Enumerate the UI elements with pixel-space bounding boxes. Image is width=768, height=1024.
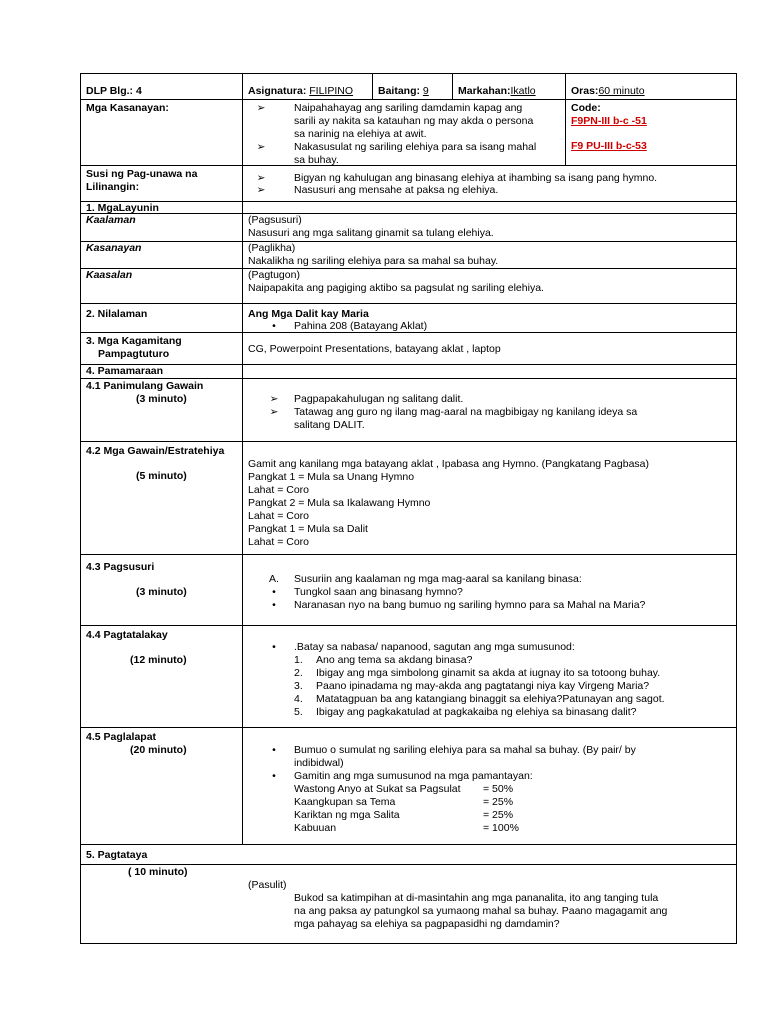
s5-label: 5. Pagtataya xyxy=(86,849,148,861)
subject: Asignatura: FILIPINO xyxy=(248,85,354,97)
s42-label: 4.2 Mga Gawain/Estratehiya xyxy=(86,445,225,457)
content-label: 2. Nilalaman xyxy=(86,308,148,320)
objectives-label: 1. MgaLayunin xyxy=(86,202,159,214)
s42-text: Gamit ang kanilang mga batayang aklat , Ipabasa ang Hymno. (Pangkatang Pagbasa) Pangkat 1 = Mula sa Unang Hymno Lahat = Coro Pangkat 2 = Mula sa Ikalawang Hymno Lahat = Coro Pangkat 1 = Mula sa Dalit Lahat = Coro xyxy=(248,458,650,548)
attitude-label: Kaasalan xyxy=(86,269,133,281)
skills-label: Mga Kasanayan: xyxy=(86,102,169,114)
s5-text: Bukod sa katimpihan at di-masintahin ang mga pananalita, ito ang tanging tula na ang paksa ay patungkol sa yumaong mahal sa buhay. Paano magagamit ang mga pahayag sa elehiya sa pagpapasidhi ng damdamin? xyxy=(294,892,668,930)
s43-time: (3 minuto) xyxy=(136,586,187,598)
s5-time: ( 10 minuto) xyxy=(128,866,188,878)
s43-label: 4.3 Pagsusuri xyxy=(86,561,155,573)
skill-label: Kasanayan xyxy=(86,242,142,254)
grade: Baitang: 9 xyxy=(378,85,429,97)
content-title: Ang Mga Dalit kay Maria xyxy=(248,308,369,320)
procedure-label: 4. Pamamaraan xyxy=(86,365,164,377)
arrow-bullet-icon: ➢ xyxy=(269,393,279,405)
arrow-bullet-icon: ➢ xyxy=(256,184,266,196)
arrow-bullet-icon: ➢ xyxy=(256,102,266,114)
bullet-icon: • xyxy=(272,641,276,653)
skill-text: (Paglikha) Nakalikha ng sariling elehiya para sa mahal sa buhay. xyxy=(248,242,499,267)
s44-time: (12 minuto) xyxy=(130,654,187,666)
arrow-bullet-icon: ➢ xyxy=(269,406,279,418)
s41-label: 4.1 Panimulang Gawain xyxy=(86,380,204,392)
code-label: Code: xyxy=(571,102,601,114)
s41-time: (3 minuto) xyxy=(136,393,187,405)
s45-label: 4.5 Paglalapat xyxy=(86,731,157,743)
bullet-icon: • xyxy=(272,744,276,756)
bullet-icon: • xyxy=(272,770,276,782)
s5-type: (Pasulit) xyxy=(248,879,287,891)
time: Oras:60 minuto xyxy=(571,85,645,97)
key-label: Susi ng Pag-unawa na Lilinangin: xyxy=(86,168,198,193)
materials-label: 3. Mga Kagamitang Pampagtuturo xyxy=(86,335,182,360)
dlp-number: DLP Blg.: 4 xyxy=(86,85,142,97)
knowledge-text: (Pagsusuri) Nasusuri ang mga salitang ginamit sa tulang elehiya. xyxy=(248,214,494,239)
quarter: Markahan:Ikatlo xyxy=(458,85,536,97)
arrow-bullet-icon: ➢ xyxy=(256,141,266,153)
s45-time: (20 minuto) xyxy=(130,744,187,756)
bullet-icon: • xyxy=(272,586,276,598)
materials-value: CG, Powerpoint Presentations, batayang aklat , laptop xyxy=(248,343,501,355)
code-1: F9PN-III b-c -51 xyxy=(571,115,647,127)
knowledge-label: Kaalaman xyxy=(86,214,136,226)
attitude-text: (Pagtugon) Naipapakita ang pagiging aktibo sa pagsulat ng sariling elehiya. xyxy=(248,269,544,294)
s42-time: (5 minuto) xyxy=(136,470,187,482)
bullet-icon: • xyxy=(272,320,276,332)
bullet-icon: • xyxy=(272,599,276,611)
s44-label: 4.4 Pagtatalakay xyxy=(86,629,168,641)
lesson-plan-table: DLP Blg.: 4 Asignatura: FILIPINO Baitang: 9 Markahan:Ikatlo Oras:60 minuto Mga Kasanayan: ➢ Naipahahayag ang sariling damdamin kapag ang sarili ay nakita sa katauhan ng may akda o persona sa narinig na elehiya at awit. ➢ Nakasusulat ng sariling elehiya para sa isang mahal sa buhay. Code: F9PN-III b-c -51 F9 PU-III b-c-53 Susi ng Pag-unawa na Lilinangin: ➢ Bigyan ng kahulugan ang binasang elehiya at ihambing sa isang pang hymno. ➢ Nasusuri ang mensahe at paksa ng elehiya. 1. MgaLayunin Kaalaman (Pagsusuri) Nasusuri ang mga salitang ginamit sa tulang elehiya. Kasanayan (Paglikha) Nakalikha ng sariling elehiya para sa mahal sa buhay. Kaasalan (Pagtugon) Naipapakita ang pagiging aktibo sa pagsulat ng sariling elehiya. 2. Nilalaman Ang Mga Dalit kay Maria • Pahina 208 (Batayang Aklat) 3. Mga Kagamitang Pampagtuturo CG, Powerpoint Presentations, batayang aklat , laptop 4. Pamamaraan 4.1 Panimulang Gawain (3 minuto) ➢ Pagpapakahulugan ng salitang dalit. ➢ Tatawag ang guro ng ilang mag-aaral na magbibigay ng kanilang ideya sa salitang DALIT. 4.2 Mga Gawain/Estratehiya (5 minuto) Gamit ang kanilang mga batayang aklat , Ipabasa ang Hymno. (Pangkatang Pagbasa) Pangkat 1 = Mula sa Unang Hymno Lahat = Coro Pangkat 2 = Mula sa Ikalawang Hymno Lahat = Coro Pangkat 1 = Mula sa Dalit Lahat = Coro 4.3 Pagsusuri (3 minuto) A. Susuriin ang kaalaman ng mga mag-aaral sa kanilang binasa: • Tungkol saan ang binasang hymno? • Naranasan nyo na bang bumuo ng sariling hymno para sa Mahal na Maria? 4.4 Pagtatalakay (12 minuto) • .Batay sa nabasa/ napanood, sagutan ang mga sumusunod: 1. Ano ang tema sa akdang binasa? 2. Ibigay ang mga simbolong ginamit sa akda at iugnay ito sa totoong buhay. 3. Paano ipinadama ng may-akda ang pagtatangi niya kay Virgeng Maria? 4. Matatagpuan ba ang katangiang binaggit sa elehiya?Patunayan ang sagot. 5. Ibigay ang pagkakatulad at pagkakaiba ng elehiya sa binasang dalit? 4.5 Paglalapat (20 minuto) • Bumuo o sumulat ng sariling elehiya para sa mahal sa buhay. (By pair/ by indibidwal) • Gamitin ang mga sumusunod na mga pamantayan: Wastong Anyo at Sukat sa Pagsulat = 50% Kaangkupan sa Tema = 25% Kariktan ng mga Salita = 25% Kabuuan = 100% 5. Pagtataya ( 10 minuto) (Pasulit) Bukod sa katimpihan at di-masintahin ang mga pananalita, ito ang tanging tula na ang paksa ay patungkol sa yumaong mahal sa buhay. Paano magagamit ang mga pahayag sa elehiya sa pagpapasidhi ng damdamin? xyxy=(80,73,737,944)
code-2: F9 PU-III b-c-53 xyxy=(571,140,647,152)
arrow-bullet-icon: ➢ xyxy=(256,172,266,184)
